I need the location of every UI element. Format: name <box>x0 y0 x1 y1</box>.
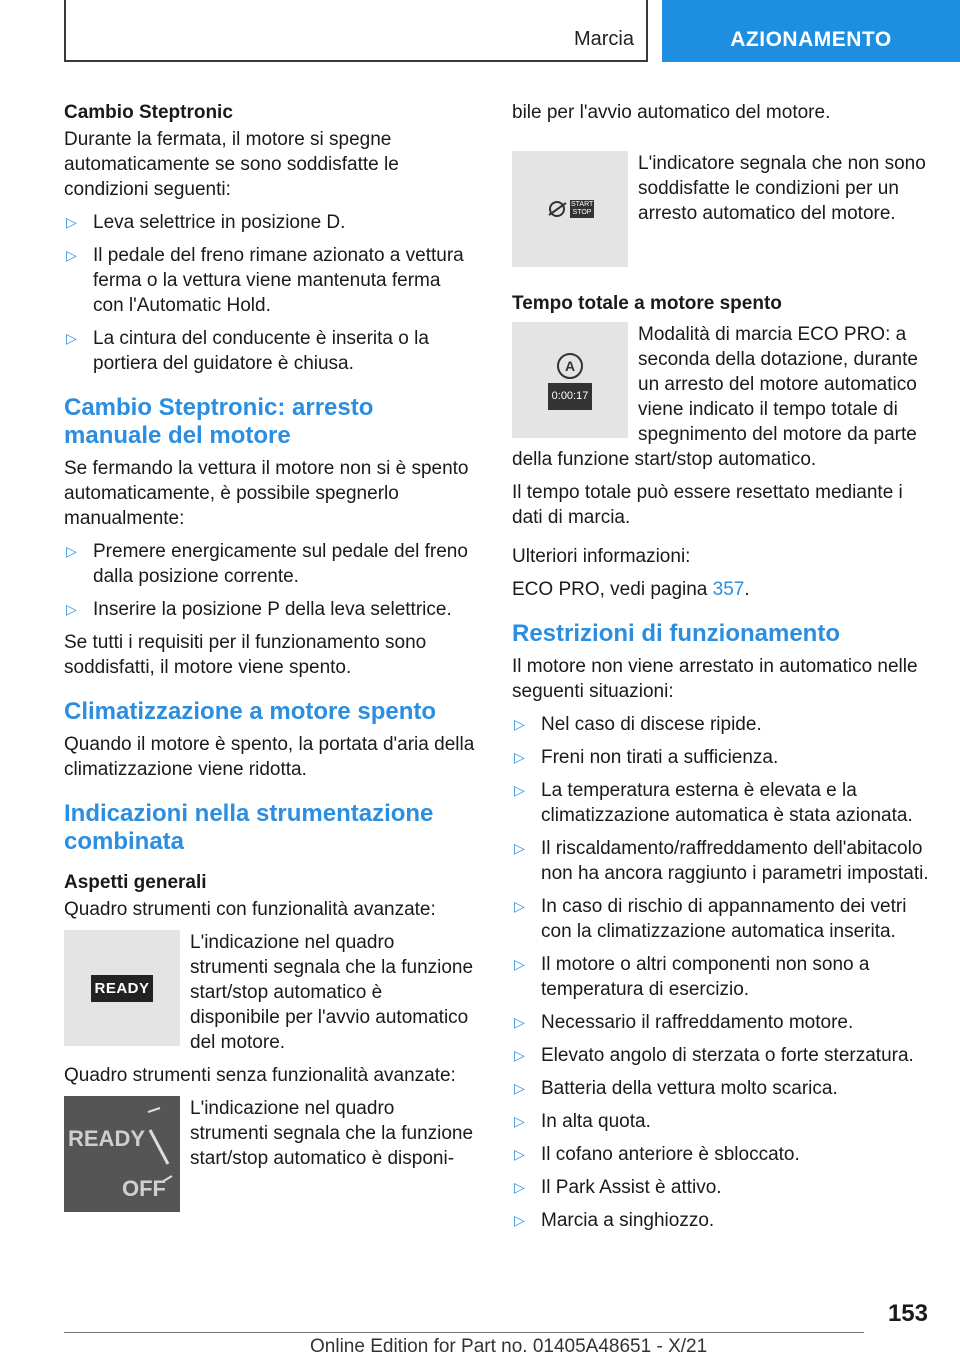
paragraph: Ulteriori informazioni: <box>512 546 691 567</box>
paragraph: ECO PRO, vedi pagina 357. <box>512 579 750 600</box>
subsection-heading: Aspetti generali <box>64 872 207 893</box>
list-item: ▷ In alta quota. <box>514 1111 651 1132</box>
list-item: ▷ La cintura del conducente è inserita o la portiera del guidatore è chiusa. <box>66 328 429 374</box>
list-item: ▷ In caso di rischio di appannamento dei vetri con la climatizzazione automatica inserita. <box>514 896 907 942</box>
list-item: ▷ Leva selettrice in posizione D. <box>66 212 346 233</box>
start-stop-figure <box>512 151 930 267</box>
step-list <box>64 539 476 622</box>
paragraph: Quando il motore è spento, la portata d'aria della climatizzazione viene ridotta. <box>64 734 475 780</box>
section-heading: Tempo totale a motore spento <box>512 293 782 314</box>
triangle-bullet-icon: ▷ <box>514 1047 525 1063</box>
timer-image <box>512 322 628 438</box>
edition-footer: Online Edition for Part no. 01405A48651 - X/21 <box>310 1336 708 1357</box>
section-heading: Cambio Steptronic: arresto manuale del motore <box>64 394 374 449</box>
start-stop-label: START STOP <box>571 201 594 216</box>
section-heading: Climatizzazione a motore spento <box>64 698 437 725</box>
list-item: ▷ Il cofano anteriore è sbloccato. <box>514 1144 800 1165</box>
triangle-bullet-icon: ▷ <box>66 214 77 230</box>
list-item: ▷ Il motore o altri componenti non sono a temperatura di esercizio. <box>514 954 870 1000</box>
restriction-list <box>512 712 930 1233</box>
triangle-bullet-icon: ▷ <box>66 543 77 559</box>
list-item: ▷ Premere energicamente sul pedale del freno dalla posizione corrente. <box>66 541 468 587</box>
auto-stop-icon <box>555 351 585 381</box>
ready-text: READY <box>68 1126 146 1151</box>
paragraph: Quadro strumenti con funzionalità avanzate: <box>64 899 436 920</box>
right-column <box>512 100 930 1241</box>
figure-caption: L'indicazione nel quadro strumenti segnala che la funzione start/stop automatico è disponibile per l'avvio automatico del motore. <box>190 932 474 1053</box>
list-item: ▷ La temperatura esterna è elevata e la climatizzazione automatica è stata azionata. <box>514 780 913 826</box>
paragraph: bile per l'avvio automatico del motore. <box>512 102 831 123</box>
triangle-bullet-icon: ▷ <box>66 330 77 346</box>
section-heading: Cambio Steptronic <box>64 102 233 123</box>
ready-off-image <box>64 1096 180 1212</box>
start-stop-icon <box>546 200 594 218</box>
page-link[interactable]: 357 <box>712 579 745 600</box>
triangle-bullet-icon: ▷ <box>514 1146 525 1162</box>
figure-caption: Modalità di marcia ECO PRO: a seconda della dotazione, durante un arresto del motore automatico viene indicato il tempo totale di spegnimento del motore da parte della funzione start/stop automatico. <box>512 324 918 470</box>
paragraph: Se fermando la vettura il motore non si è spento automaticamente, è possibile spegnerlo manualmente: <box>64 458 469 529</box>
ready-indicator-image <box>64 930 180 1046</box>
ready-badge: READY <box>91 975 152 1002</box>
list-item: ▷ Batteria della vettura molto scarica. <box>514 1078 838 1099</box>
list-item: ▷ Elevato angolo di sterzata o forte sterzatura. <box>514 1045 914 1066</box>
triangle-bullet-icon: ▷ <box>514 1179 525 1195</box>
svg-text:A: A <box>564 357 576 374</box>
section-heading: Indicazioni nella strumentazione combinata <box>64 800 434 855</box>
section-heading: Restrizioni di funzionamento <box>512 620 840 647</box>
paragraph: Durante la fermata, il motore si spegne automaticamente se sono soddisfatte le condizioni seguenti: <box>64 129 399 200</box>
list-item: ▷ Il riscaldamento/raffreddamento dell'abitacolo non ha ancora raggiunto i parametri impostati. <box>514 838 929 884</box>
list-item: ▷ Inserire la posizione P della leva selettrice. <box>66 599 452 620</box>
figure-caption: L'indicatore segnala che non sono soddisfatte le condizioni per un arresto automatico del motore. <box>638 153 926 224</box>
triangle-bullet-icon: ▷ <box>66 247 77 263</box>
triangle-bullet-icon: ▷ <box>514 898 525 914</box>
footer-divider <box>64 1332 864 1333</box>
triangle-bullet-icon: ▷ <box>514 956 525 972</box>
left-column <box>64 100 476 1220</box>
start-stop-image <box>512 151 628 267</box>
figure-caption: L'indicazione nel quadro strumenti segnala che la funzione start/stop automatico è disponi- <box>190 1098 474 1169</box>
off-text: OFF <box>122 1176 166 1201</box>
paragraph: Il tempo totale può essere resettato mediante i dati di marcia. <box>512 482 903 528</box>
paragraph: Quadro strumenti senza funzionalità avanzate: <box>64 1065 456 1086</box>
section-tab[interactable]: AZIONAMENTO <box>662 0 960 62</box>
list-item: ▷ Il Park Assist è attivo. <box>514 1177 722 1198</box>
list-item: ▷ Marcia a singhiozzo. <box>514 1210 715 1231</box>
timer-readout: 0:00:17 <box>548 383 593 410</box>
timer-figure <box>512 322 930 472</box>
ready-figure <box>64 930 476 1055</box>
triangle-bullet-icon: ▷ <box>514 1212 525 1228</box>
list-item: ▷ Freni non tirati a sufficienza. <box>514 747 779 768</box>
list-item: ▷ Necessario il raffreddamento motore. <box>514 1012 854 1033</box>
triangle-bullet-icon: ▷ <box>514 782 525 798</box>
triangle-bullet-icon: ▷ <box>514 749 525 765</box>
page-number: 153 <box>887 1300 928 1327</box>
paragraph: Il motore non viene arrestato in automatico nelle seguenti situazioni: <box>512 656 918 702</box>
condition-list <box>64 210 476 376</box>
list-item: ▷ Nel caso di discese ripide. <box>514 714 762 735</box>
triangle-bullet-icon: ▷ <box>514 840 525 856</box>
list-item: ▷ Il pedale del freno rimane azionato a vettura ferma o la vettura viene mantenuta ferma con l'Automatic Hold. <box>66 245 464 316</box>
triangle-bullet-icon: ▷ <box>66 601 77 617</box>
triangle-bullet-icon: ▷ <box>514 1014 525 1030</box>
header-frame <box>64 0 648 62</box>
paragraph: Se tutti i requisiti per il funzionamento sono soddisfatti, il motore viene spento. <box>64 632 427 678</box>
triangle-bullet-icon: ▷ <box>514 1113 525 1129</box>
triangle-bullet-icon: ▷ <box>514 716 525 732</box>
triangle-bullet-icon: ▷ <box>514 1080 525 1096</box>
ready-off-figure <box>64 1096 476 1212</box>
chapter-title: Marcia <box>573 28 634 50</box>
